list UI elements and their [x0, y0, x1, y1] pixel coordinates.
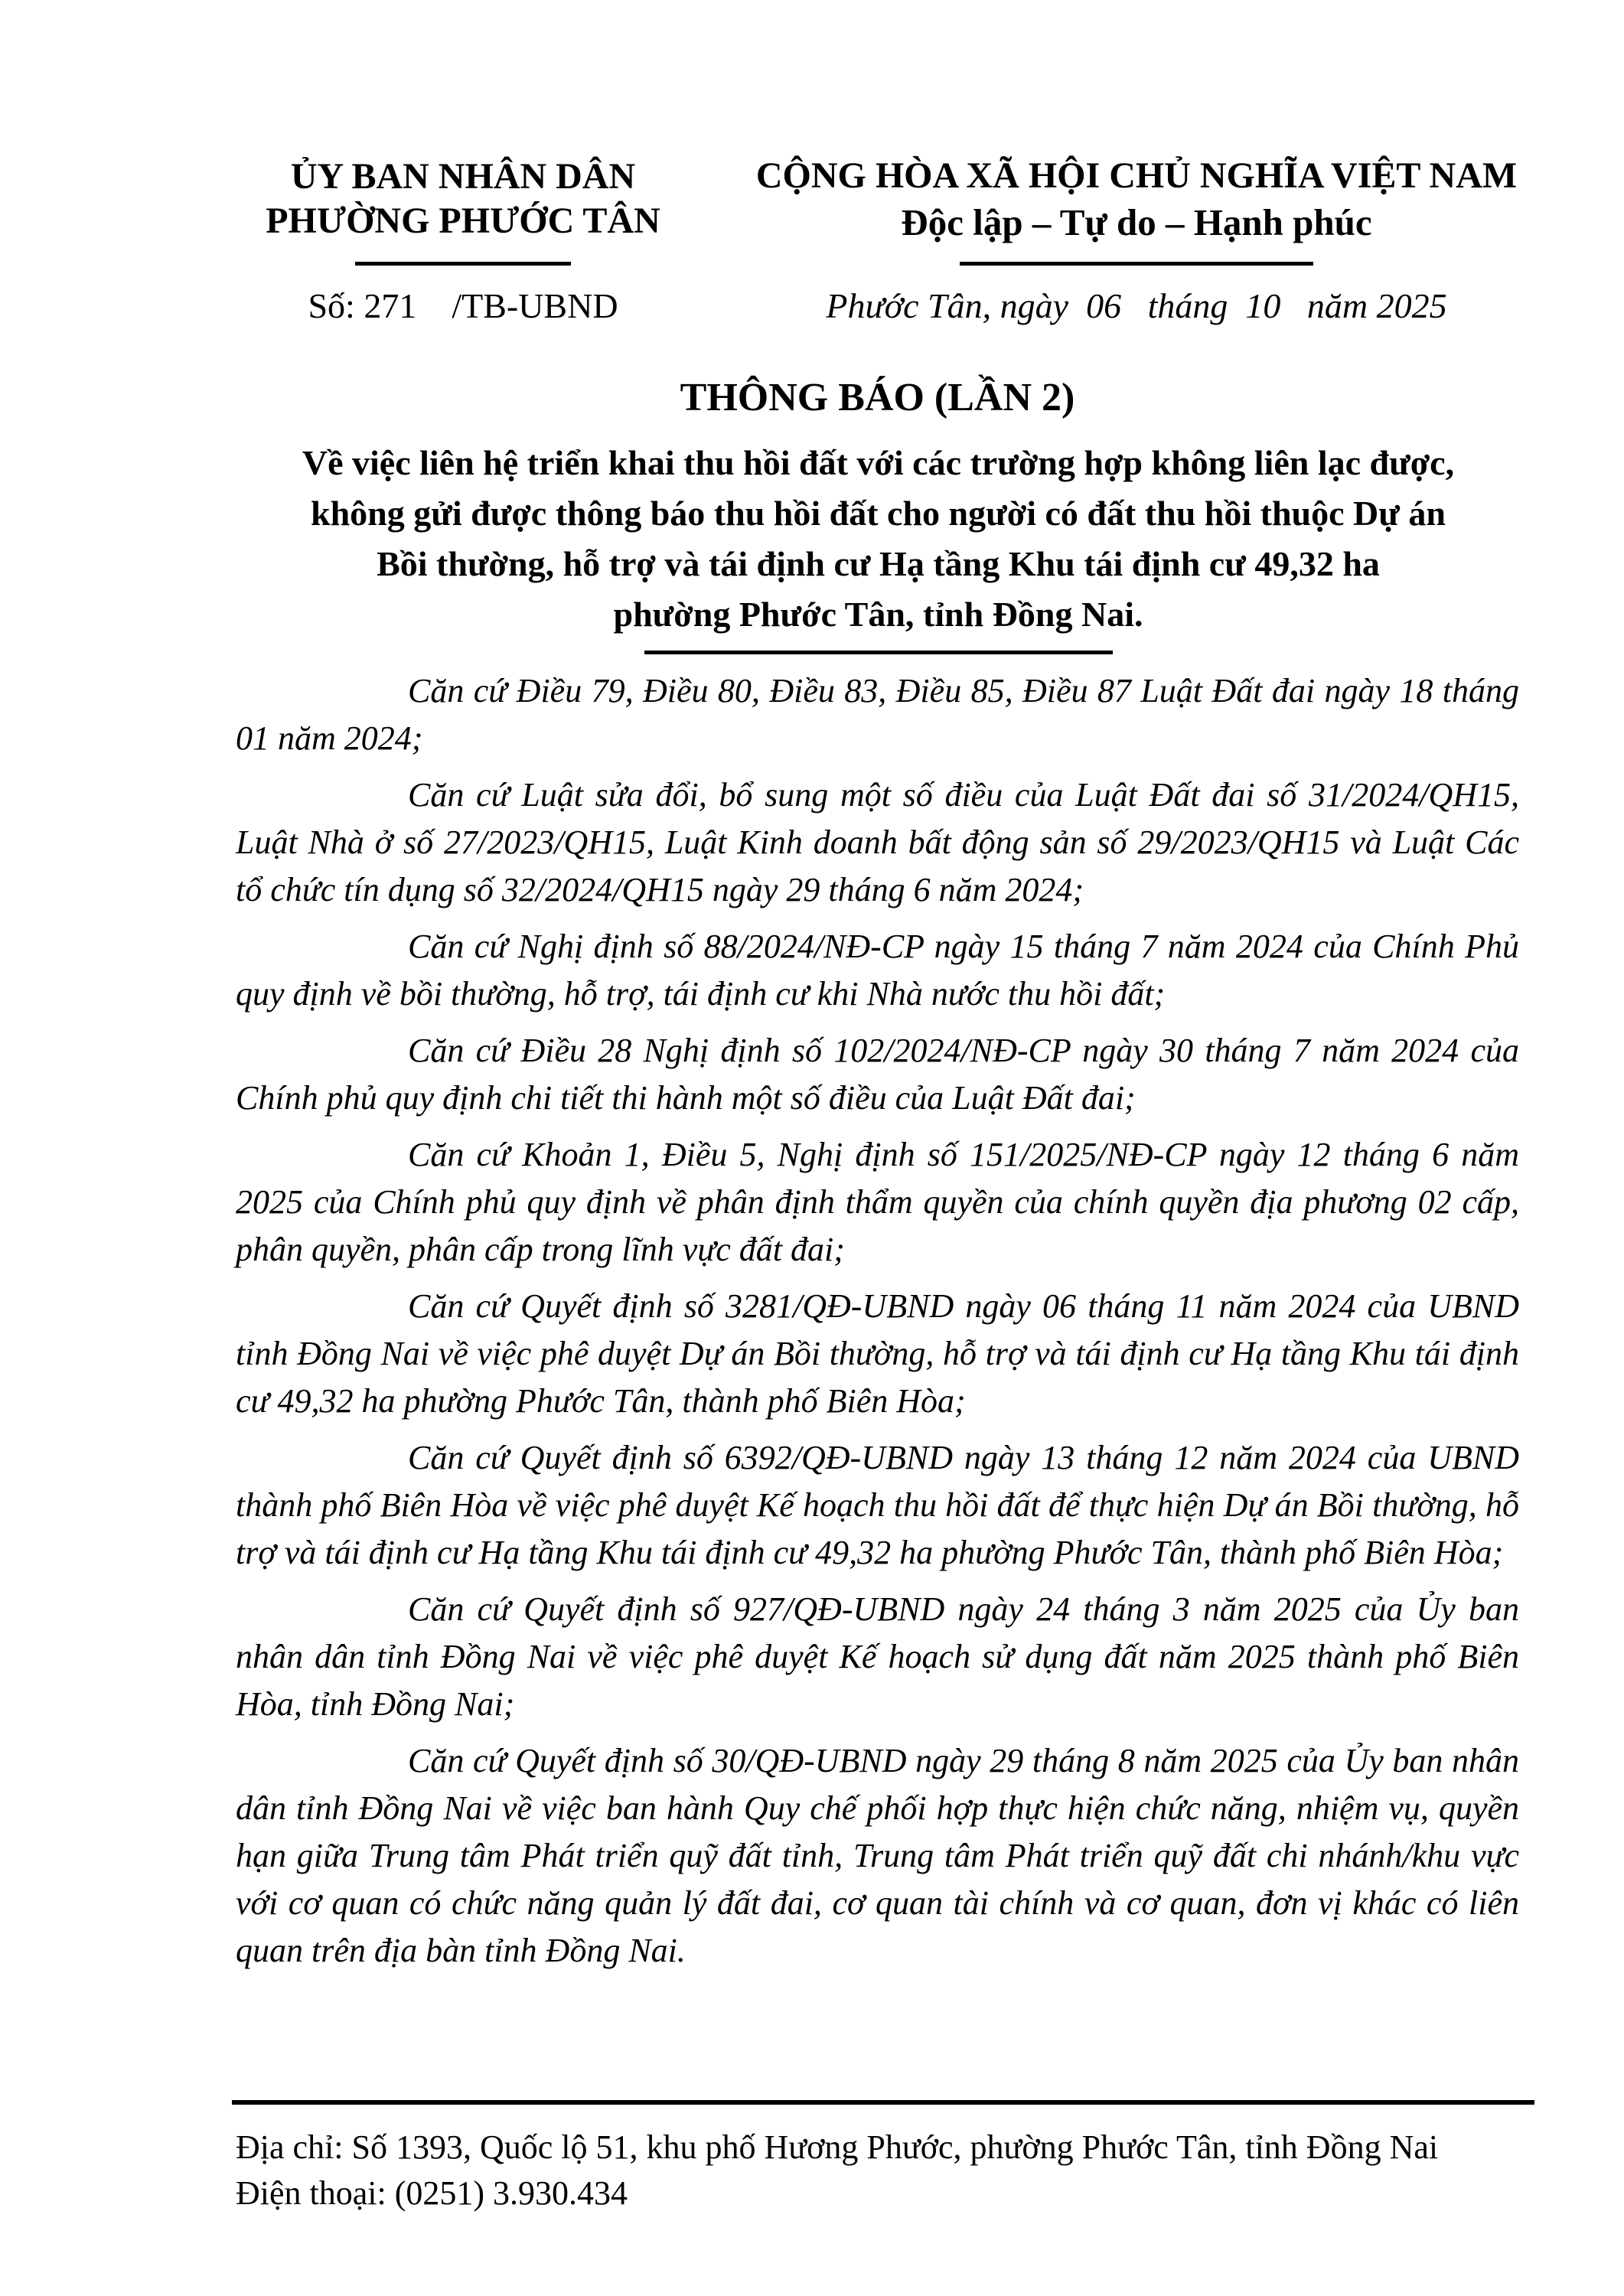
- motto-underline: [960, 262, 1313, 266]
- subtitle-line: không gửi được thông báo thu hồi đất cho người có đất thu hồi thuộc Dự án: [311, 494, 1446, 533]
- document-title: THÔNG BÁO (LẦN 2): [680, 376, 1075, 419]
- legal-basis-paragraph: Căn cứ Nghị định số 88/2024/NĐ-CP ngày 15 tháng 7 năm 2024 của Chính Phủ quy định về bồi thường, hỗ trợ, tái định cư khi Nhà nước thu hồi đất;: [236, 928, 1519, 1013]
- footer-separator: [232, 2100, 1534, 2105]
- subtitle-line: Bồi thường, hỗ trợ và tái định cư Hạ tầng Khu tái định cư 49,32 ha: [377, 544, 1380, 583]
- document-number: Số: 271 /TB-UBND: [308, 286, 618, 325]
- footer-address: Địa chỉ: Số 1393, Quốc lộ 51, khu phố Hương Phước, phường Phước Tân, tỉnh Đồng Nai: [236, 2128, 1439, 2166]
- place-and-date: Phước Tân, ngày 06 tháng 10 năm 2025: [826, 286, 1447, 325]
- document-body: [236, 667, 1519, 1984]
- footer-contact-block: [236, 2125, 1529, 2216]
- footer-phone: Điện thoại: (0251) 3.930.434: [236, 2174, 628, 2212]
- legal-basis-paragraph: Căn cứ Khoản 1, Điều 5, Nghị định số 151/2025/NĐ-CP ngày 12 tháng 6 năm 2025 của Chính phủ quy định về phân định thẩm quyền của chính quyền địa phương 02 cấp, phân quyền, phân cấp trong lĩnh vực đất đai;: [236, 1136, 1519, 1268]
- national-heading-block: [750, 155, 1523, 326]
- national-motto: Độc lập – Tự do – Hạnh phúc: [901, 201, 1372, 243]
- legal-basis-paragraph: Căn cứ Quyết định số 6392/QĐ-UBND ngày 13 tháng 12 năm 2024 của UBND thành phố Biên Hòa về việc phê duyệt Kế hoạch thu hồi đất để thực hiện Dự án Bồi thường, hỗ trợ và tái định cư Hạ tầng Khu tái định cư 49,32 ha phường Phước Tân, thành phố Biên Hòa;: [236, 1439, 1519, 1571]
- authority-underline: [355, 262, 571, 266]
- legal-basis-paragraph: Căn cứ Quyết định số 3281/QĐ-UBND ngày 06 tháng 11 năm 2024 của UBND tỉnh Đồng Nai về việc phê duyệt Dự án Bồi thường, hỗ trợ và tái định cư Hạ tầng Khu tái định cư 49,32 ha phường Phước Tân, thành phố Biên Hòa;: [236, 1287, 1519, 1420]
- subtitle-underline: [644, 651, 1113, 654]
- legal-basis-paragraph: Căn cứ Điều 28 Nghị định số 102/2024/NĐ-CP ngày 30 tháng 7 năm 2024 của Chính phủ quy định chi tiết thi hành một số điều của Luật Đất đai;: [236, 1032, 1519, 1117]
- authority-parent-name: ỦY BAN NHÂN DÂN: [290, 156, 636, 197]
- legal-basis-paragraph: Căn cứ Luật sửa đổi, bổ sung một số điều của Luật Đất đai số 31/2024/QH15, Luật Nhà ở số 27/2023/QH15, Luật Kinh doanh bất động sản số 29/2023/QH15 và Luật Các tổ chức tín dụng số 32/2024/QH15 ngày 29 tháng 6 năm 2024;: [236, 776, 1519, 908]
- legal-basis-paragraph: Căn cứ Quyết định số 30/QĐ-UBND ngày 29 tháng 8 năm 2025 của Ủy ban nhân dân tỉnh Đồng Nai về việc ban hành Quy chế phối hợp thực hiện chức năng, nhiệm vụ, quyền hạn giữa Trung tâm Phát triển quỹ đất tỉnh, Trung tâm Phát triển quỹ đất chi nhánh/khu vực với cơ quan có chức năng quản lý đất đai, cơ quan tài chính và cơ quan, đơn vị khác có liên quan trên địa bàn tỉnh Đồng Nai.: [236, 1742, 1519, 1969]
- legal-basis-paragraph: Căn cứ Điều 79, Điều 80, Điều 83, Điều 85, Điều 87 Luật Đất đai ngày 18 tháng 01 năm 2024;: [236, 672, 1519, 757]
- national-name: CỘNG HÒA XÃ HỘI CHỦ NGHĨA VIỆT NAM: [755, 155, 1518, 196]
- subtitle-line: phường Phước Tân, tỉnh Đồng Nai.: [613, 595, 1143, 634]
- document-subtitle: [199, 438, 1557, 654]
- issuing-authority-block: [260, 155, 666, 326]
- authority-name: PHƯỜNG PHƯỚC TÂN: [266, 201, 660, 241]
- subtitle-line: Về việc liên hệ triển khai thu hồi đất với các trường hợp không liên lạc được,: [302, 443, 1455, 482]
- legal-basis-paragraph: Căn cứ Quyết định số 927/QĐ-UBND ngày 24 tháng 3 năm 2025 của Ủy ban nhân dân tỉnh Đồng Nai về việc phê duyệt Kế hoạch sử dụng đất năm 2025 thành phố Biên Hòa, tỉnh Đồng Nai;: [236, 1590, 1519, 1723]
